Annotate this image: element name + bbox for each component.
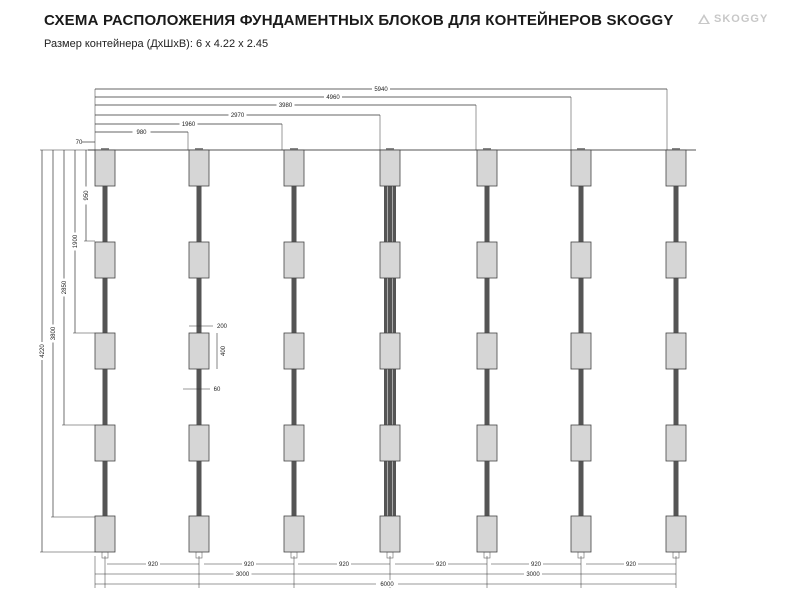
foundation-block-c4-r1 <box>380 150 400 186</box>
foundation-block-c7-r2 <box>666 242 686 278</box>
foundation-block-c2-r1 <box>189 150 209 186</box>
dim-bottom-half-label-0: 3000 <box>235 572 250 578</box>
dim-left-label-3: 1900 <box>73 234 79 249</box>
dim-bottom-half-label-1: 3000 <box>526 572 540 578</box>
dim-top-label-5: 980 <box>136 130 147 136</box>
foundation-block-c4-r3 <box>380 333 400 369</box>
dim-70-label: 70 <box>75 140 83 146</box>
foundation-block-c7-r5 <box>666 516 686 552</box>
foundation-block-c1-r1 <box>95 150 115 186</box>
dim-400-label: 400 <box>221 345 227 357</box>
foundation-block-c4-r2 <box>380 242 400 278</box>
dim-bottom-total-label: 6000 <box>380 582 394 588</box>
foundation-block-c6-r4 <box>571 425 591 461</box>
dim-200-label: 200 <box>216 324 228 330</box>
foundation-block-c2-r5 <box>189 516 209 552</box>
dim-top-label-1: 4960 <box>326 95 340 101</box>
foundation-block-c7-r3 <box>666 333 686 369</box>
foundation-block-c6-r3 <box>571 333 591 369</box>
foundation-block-c3-r2 <box>284 242 304 278</box>
foundation-block-c5-r3 <box>477 333 497 369</box>
logo-text: SKOGGY <box>714 13 769 25</box>
dim-left-label-4: 950 <box>84 190 90 201</box>
dim-top-label-4: 1960 <box>181 122 196 128</box>
dim-top-label-3: 2970 <box>230 113 245 119</box>
foundation-block-c3-r5 <box>284 516 304 552</box>
dim-bottom-gap-label-4: 920 <box>530 562 542 568</box>
dim-bottom-gap-label-2: 920 <box>338 562 350 568</box>
foundation-block-c6-r1 <box>571 150 591 186</box>
foundation-block-c5-r2 <box>477 242 497 278</box>
foundation-block-c2-r2 <box>189 242 209 278</box>
foundation-block-c2-r3 <box>189 333 209 369</box>
foundation-block-c4-r4 <box>380 425 400 461</box>
foundation-block-c5-r1 <box>477 150 497 186</box>
foundation-structure <box>88 148 696 558</box>
foundation-block-c7-r1 <box>666 150 686 186</box>
container-size-caption: Размер контейнера (ДхШхВ): 6 х 4.22 х 2.45 <box>44 38 269 50</box>
foundation-block-c1-r3 <box>95 333 115 369</box>
dim-bottom-gap-label-5: 920 <box>625 562 637 568</box>
dim-top-label-2: 3980 <box>278 103 293 109</box>
foundation-block-c7-r4 <box>666 425 686 461</box>
foundation-block-c2-r4 <box>189 425 209 461</box>
foundation-block-c1-r4 <box>95 425 115 461</box>
dim-left-label-1: 3800 <box>51 326 57 341</box>
foundation-block-c5-r5 <box>477 516 497 552</box>
dim-left-label-0: 4220 <box>40 344 46 358</box>
foundation-block-c3-r1 <box>284 150 304 186</box>
dim-bottom-gap-label-1: 920 <box>243 562 255 568</box>
dim-top-label-0: 5940 <box>374 87 388 93</box>
foundation-block-c6-r2 <box>571 242 591 278</box>
dim-left-label-2: 2850 <box>62 280 68 295</box>
dim-60-label: 60 <box>213 387 221 393</box>
foundation-block-c6-r5 <box>571 516 591 552</box>
foundation-block-c3-r4 <box>284 425 304 461</box>
dim-bottom-gap-label-3: 920 <box>435 562 447 568</box>
foundation-block-c5-r4 <box>477 425 497 461</box>
page-title: СХЕМА РАСПОЛОЖЕНИЯ ФУНДАМЕНТНЫХ БЛОКОВ ДЛЯ КОНТЕЙНЕРОВ SKOGGY <box>44 12 674 29</box>
foundation-block-c3-r3 <box>284 333 304 369</box>
dim-bottom-gap-label-0: 920 <box>147 562 159 568</box>
foundation-block-c1-r2 <box>95 242 115 278</box>
foundation-block-c1-r5 <box>95 516 115 552</box>
foundation-block-c4-r5 <box>380 516 400 552</box>
